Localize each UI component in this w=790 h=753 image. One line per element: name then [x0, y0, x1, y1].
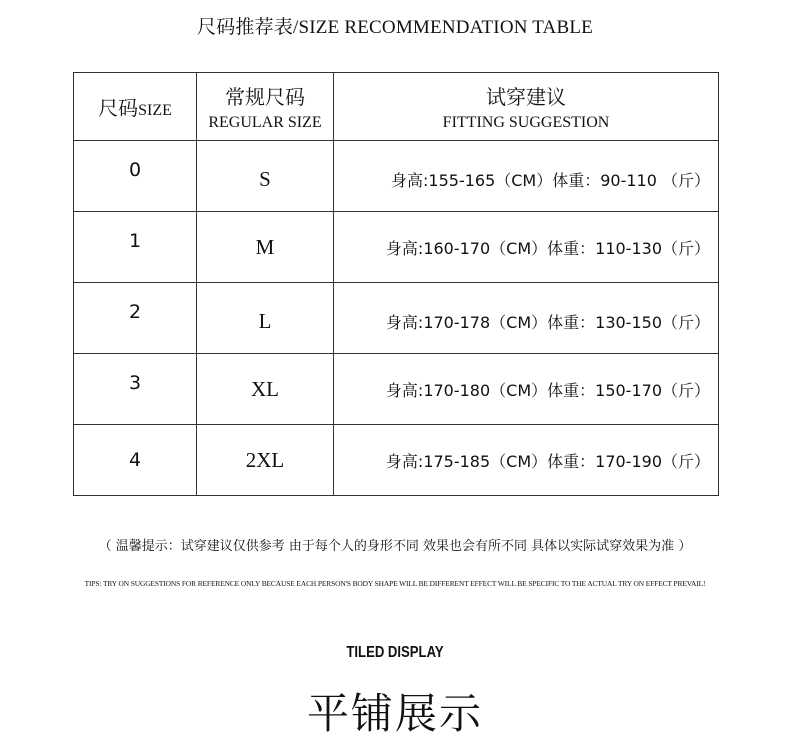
cell-fitting: 身高:170-178（CM）体重：130-150（斤） [334, 283, 719, 354]
tip-note-chinese: （ 温馨提示：试穿建议仅供参考 由于每个人的身形不同 效果也会有所不同 具体以实际试穿效果为准 ） [98, 539, 692, 554]
header-regular-en: REGULAR SIZE [208, 114, 322, 131]
header-fitting-cn: 试穿建议 [486, 85, 566, 109]
table-header-row [74, 73, 719, 141]
cell-regular-size: XL [197, 354, 334, 425]
header-regular-size [197, 73, 334, 141]
header-regular-cn: 常规尺码 [225, 85, 305, 109]
cell-fitting: 身高:170-180（CM）体重：150-170（斤） [334, 354, 719, 425]
table-row [74, 141, 719, 212]
cell-regular-size: M [197, 212, 334, 283]
tiled-display-title-cn: 平铺展示 [306, 689, 483, 738]
page-title: 尺码推荐表/SIZE RECOMMENDATION TABLE [197, 17, 593, 38]
table-row [74, 354, 719, 425]
cell-size: 4 [74, 425, 197, 496]
cell-size: 3 [74, 354, 197, 425]
cell-fitting: 身高:155-165（CM）体重：90-110 （斤） [334, 141, 719, 212]
header-size [74, 73, 197, 141]
cell-fitting: 身高:175-185（CM）体重：170-190（斤） [334, 425, 719, 496]
cell-regular-size: L [197, 283, 334, 354]
tiled-display-heading: TILED DISPLAY [346, 644, 444, 661]
cell-size: 0 [74, 141, 197, 212]
header-size-cn: 尺码 [98, 96, 139, 120]
table-row [74, 212, 719, 283]
cell-size: 2 [74, 283, 197, 354]
header-fitting-en: FITTING SUGGESTION [442, 114, 610, 131]
header-fitting-suggestion [334, 73, 719, 141]
table-row [74, 425, 719, 496]
cell-size: 1 [74, 212, 197, 283]
table-row [74, 283, 719, 354]
cell-fitting: 身高:160-170（CM）体重：110-130（斤） [334, 212, 719, 283]
header-size-en: SIZE [138, 102, 172, 119]
cell-regular-size: S [197, 141, 334, 212]
tip-note-english: TIPS: TRY ON SUGGESTIONS FOR REFERENCE ONLY BECAUSE EACH PERSON'S BODY SHAPE WILL BE DIFFERENT EFFECT WILL BE SPECIFIC TO THE ACTUAL TRY ON EFFECT PREVAIL! [84, 579, 706, 588]
cell-regular-size: 2XL [197, 425, 334, 496]
size-recommendation-table [73, 72, 719, 496]
